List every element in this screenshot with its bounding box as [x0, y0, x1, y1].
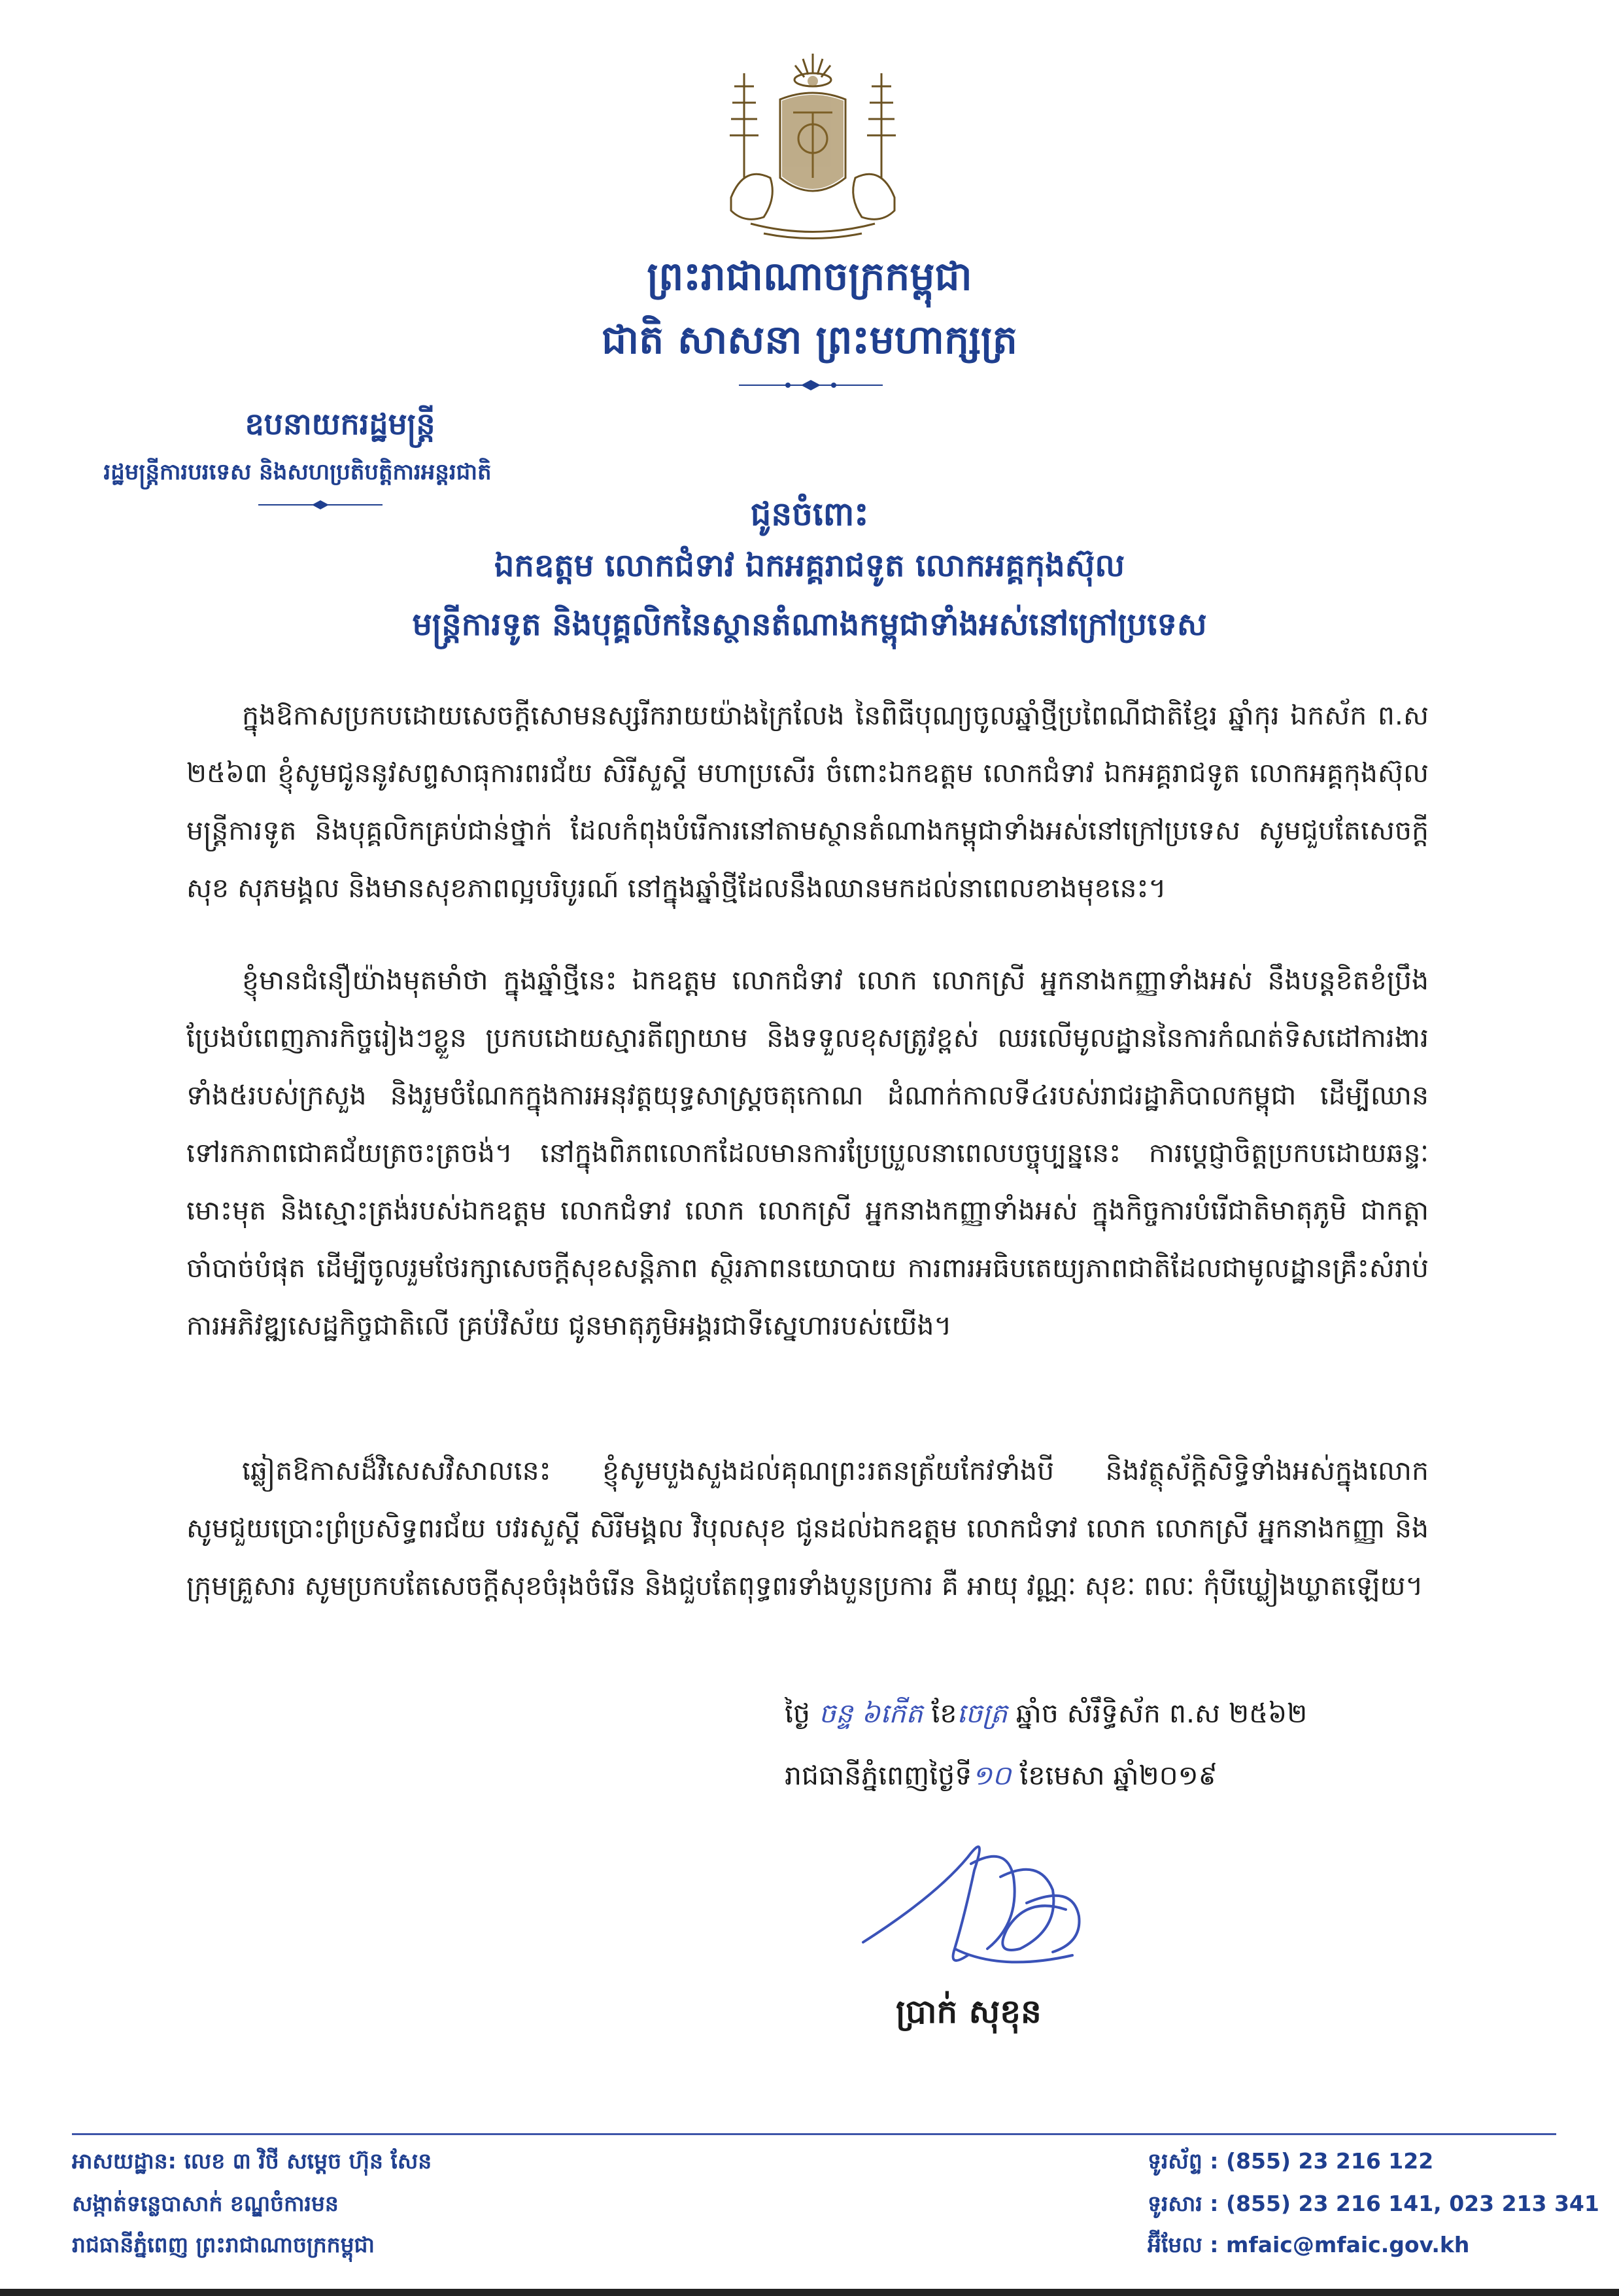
- lunar-date: [785, 1697, 1307, 1736]
- page-bottom-edge: [0, 2289, 1619, 2296]
- letter-paragraph: [186, 687, 1429, 917]
- paragraph-text: ខ្ញុំមានជំនឿយ៉ាងមុតមាំថា ក្នុងឆ្នាំថ្មីនេះ ឯកឧត្តម លោកជំទាវ លោក លោកស្រី អ្នកនាងកញ្ញាទាំងអស់ នឹងបន្តខិតខំប្រឹងប្រែងបំពេញភារកិច្ចរៀងៗខ្លួន ប្រកបដោយស្មារតីព្យាយាម និងទទួលខុសត្រូវខ្ពស់ ឈរលើមូលដ្ឋាននៃការកំណត់ទិសដៅការងារទាំង៥របស់ក្រសួង និងរួមចំណែកក្នុងការអនុវត្តយុទ្ធសាស្ត្រចតុកោណ ដំណាក់កាលទី៤របស់រាជរដ្ឋាភិបាលកម្ពុជា ដើម្បីឈានទៅរកភាពជោគជ័យត្រចះត្រចង់។ នៅក្នុងពិភពលោកដែលមានការប្រែប្រួលនាពេលបច្ចុប្បន្ននេះ ការប្ដេជ្ញាចិត្តប្រកបដោយឆន្ទៈមោះមុត និងស្មោះត្រង់របស់ឯកឧត្តម លោកជំទាវ លោក លោកស្រី អ្នកនាងកញ្ញាទាំងអស់ ក្នុងកិច្ចការបំរើជាតិមាតុភូមិ ជាកត្តាចាំបាច់បំផុត ដើម្បីចូលរួមថែរក្សាសេចក្ដីសុខសន្តិភាព ស្ថិរភាពនយោបាយ ការពារអធិបតេយ្យភាពជាតិដែលជាមូលដ្ឋានគ្រឹះសំរាប់ការអភិវឌ្ឍសេដ្ឋកិច្ចជាតិលើ គ្រប់វិស័យ ជូនមាតុភូមិអង្គរជាទីស្នេហារបស់យើង។: [186, 965, 1429, 1341]
- recipient-line-2: មន្ត្រីការទូត និងបុគ្គលិកនៃស្ថានតំណាងកម្ពុជាទាំងអស់នៅក្រៅប្រទេស: [412, 606, 1207, 643]
- solar-day-handwritten: ១០: [972, 1760, 1012, 1791]
- solar-month-year: ខែមេសា ឆ្នាំ២០១៩: [1019, 1760, 1218, 1791]
- address-line: សង្កាត់ទន្លេបាសាក់ ខណ្ឌចំការមន: [72, 2191, 339, 2216]
- paragraph-text: ក្នុងឱកាសប្រកបដោយសេចក្ដីសោមនស្សរីករាយយ៉ាងក្រៃលែង នៃពិធីបុណ្យចូលឆ្នាំថ្មីប្រពៃណីជាតិខ្មែរ ឆ្នាំកុរ ឯកស័ក ព.ស ២៥៦៣ ខ្ញុំសូមជូននូវសព្ទសាធុការពរជ័យ សិរីសួស្តី មហាប្រសើរ ចំពោះឯកឧត្តម លោកជំទាវ ឯកអគ្គរាជទូត លោកអគ្គកុងស៊ុល មន្ត្រីការទូត និងបុគ្គលិកគ្រប់ជាន់ថ្នាក់ ដែលកំពុងបំរើការនៅតាមស្ថានតំណាងកម្ពុជាទាំងអស់នៅក្រៅប្រទេស សូមជួបតែសេចក្ដីសុខ សុភមង្គល និងមានសុខភាពល្អបរិបូរណ៍ នៅក្នុងឆ្នាំថ្មីដែលនឹងឈានមកដល់នាពេលខាងមុខនេះ។: [186, 700, 1429, 904]
- phone-contact: ទូរស័ព្ទ : (855) 23 216 122: [1148, 2148, 1434, 2174]
- signature-icon: [857, 1818, 1131, 1981]
- solar-date: [785, 1759, 1218, 1798]
- ornament-divider-icon: [739, 377, 883, 393]
- national-motto: ជាតិ សាសនា ព្រះមហាក្សត្រ: [602, 317, 1017, 363]
- lunar-month-label: ខែ: [931, 1698, 957, 1729]
- lunar-month-handwritten: ចេត្រ: [957, 1698, 1008, 1729]
- lunar-date-prefix: ថ្ងៃ: [785, 1698, 811, 1729]
- paragraph-text: ឆ្លៀតឱកាសដ៏វិសេសវិសាលនេះ ខ្ញុំសូមបួងសួងដល់គុណព្រះរតនត្រ័យកែវទាំងបី និងវត្ថុស័ក្តិសិទ្ធិទាំងអស់ក្នុងលោក សូមជួយប្រោះព្រំប្រសិទ្ធពរជ័យ បវរសួស្តី សិរីមង្គល វិបុលសុខ ជូនដល់ឯកឧត្តម លោកជំទាវ លោក លោកស្រី អ្នកនាងកញ្ញា និងក្រុមគ្រួសារ សូមប្រកបតែសេចក្ដីសុខចំរុងចំរើន និងជួបតែពុទ្ធពរទាំងបួនប្រការ គឺ អាយុ វណ្ណៈ សុខៈ ពលៈ កុំបីឃ្លៀងឃ្លាតឡើយ។: [186, 1455, 1429, 1602]
- address-line: អាសយដ្ឋាន: លេខ ៣ វិថី សម្ដេច ហ៊ុន សែន: [72, 2148, 432, 2174]
- office-title: ឧបនាយករដ្ឋមន្ត្រី: [245, 406, 435, 441]
- fax-contact: ទូរសារ : (855) 23 216 141, 023 213 341: [1148, 2191, 1599, 2216]
- signer-name: ប្រាក់ សុខុន: [896, 1993, 1042, 2030]
- footer-divider: [72, 2133, 1556, 2135]
- lunar-year: ឆ្នាំច សំរឹទ្ធិស័ក ព.ស ២៥៦២: [1015, 1698, 1308, 1729]
- ministry-title: រដ្ឋមន្ត្រីការបរទេស និងសហប្រតិបត្តិការអន្តរជាតិ: [103, 459, 492, 485]
- kingdom-title: ព្រះរាជាណាចក្រកម្ពុជា: [647, 254, 972, 300]
- recipient-line-1: ឯកឧត្តម លោកជំទាវ ឯកអគ្គរាជទូត លោកអគ្គកុងស៊ុល: [494, 547, 1125, 584]
- letter-paragraph: [186, 951, 1429, 1354]
- royal-arms-emblem-icon: [705, 47, 921, 243]
- solar-date-prefix: រាជធានីភ្នំពេញថ្ងៃទី: [785, 1760, 972, 1791]
- address-line: រាជធានីភ្នំពេញ ព្រះរាជាណាចក្រកម្ពុជា: [72, 2232, 375, 2257]
- recipient-label: ជូនចំពោះ: [750, 495, 869, 533]
- email-contact: អ៊ីមែល : mfaic@mfaic.gov.kh: [1148, 2232, 1470, 2257]
- letter-paragraph: [186, 1442, 1429, 1615]
- lunar-day-handwritten: ចន្ទ ៦កើត: [819, 1698, 923, 1729]
